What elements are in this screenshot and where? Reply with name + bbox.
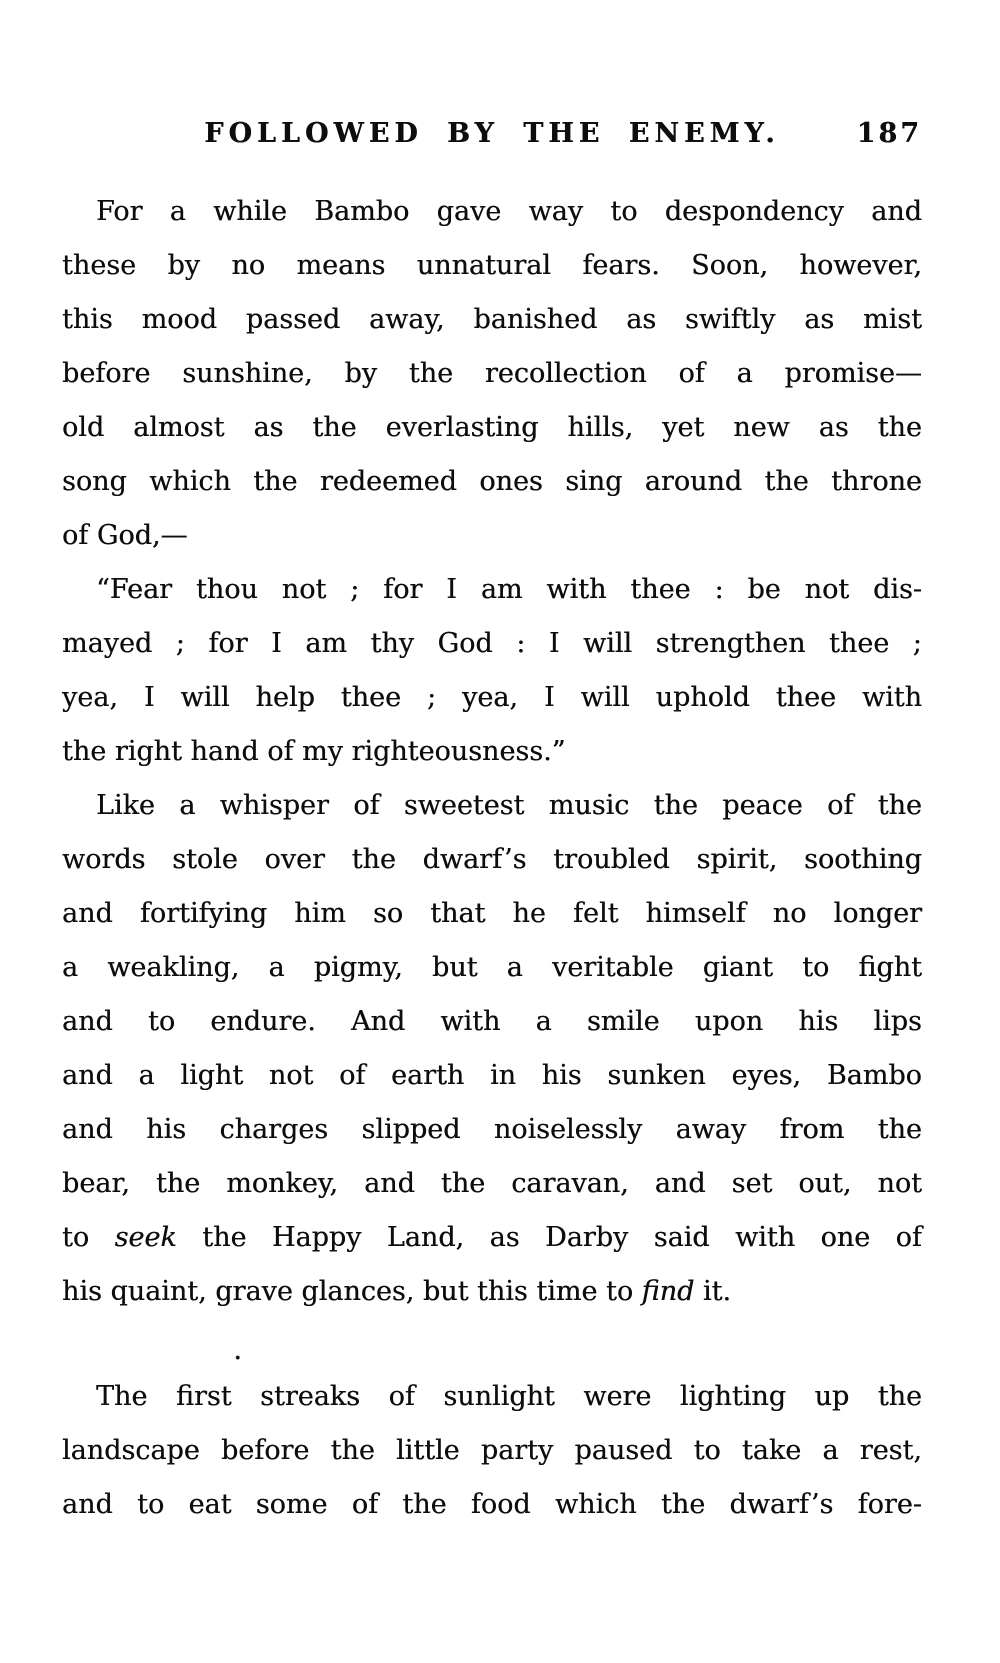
word: a [179,790,196,821]
running-head-title: FOLLOWED BY THE ENEMY. [204,118,780,149]
page-body [62,185,922,1532]
word: thy [370,628,415,659]
word: will [180,682,230,713]
word: mist [862,304,922,335]
word: and [62,1489,113,1520]
word: dwarf’s [729,1489,834,1520]
word: : [516,628,526,659]
word: passed [245,304,341,335]
word: dwarf’s [422,844,527,875]
word: veritable [551,952,674,983]
word: the [877,790,922,821]
word: And [351,1006,406,1037]
word: him [294,898,346,929]
word: fears. [582,250,660,281]
word: throne [831,466,922,497]
word: I [143,682,155,713]
word: the [253,466,298,497]
word: mood [141,304,217,335]
word: the [408,358,454,389]
word: bear, [62,1168,130,1199]
word: song [62,466,127,497]
text-line [62,1478,922,1532]
word: a [822,1435,839,1466]
word: some [255,1489,328,1520]
word: yea, [62,682,118,713]
word: longer [833,898,922,929]
word: The [96,1381,148,1412]
word: dis- [873,574,922,605]
word: spirit, [696,844,778,875]
word: ; [175,628,185,659]
word: noiselessly [493,1114,643,1145]
word: of [353,790,380,821]
text-line [62,1157,922,1211]
word: food [470,1489,531,1520]
word: and [364,1168,415,1199]
word: a [506,952,523,983]
word: were [583,1381,652,1412]
word: Happy [271,1222,362,1253]
word: old [62,412,105,443]
word: thou [195,574,258,605]
word: thee [340,682,401,713]
word: I [548,628,560,659]
text-line [62,401,922,455]
word: endure. [210,1006,316,1037]
word: way [528,196,584,227]
word: which [554,1489,637,1520]
word: first [175,1381,232,1412]
word: am [305,628,347,659]
text-line [62,1370,922,1424]
word: weakling, [107,952,240,983]
word: sunlight [443,1381,555,1412]
word: to [802,952,830,983]
word: caravan, [511,1168,629,1199]
text-line [62,293,922,347]
word: and [62,1060,113,1091]
word: eyes, [731,1060,802,1091]
word: the [653,790,698,821]
word: and [871,196,922,227]
word: a [169,196,186,227]
word: this [62,304,113,335]
text-line [62,671,922,725]
text-segment: his quaint, grave glances, but this time to [62,1276,642,1307]
word: with [546,574,607,605]
word: the [351,844,396,875]
text-line [62,1265,922,1319]
word: ; [912,628,922,659]
text-line [62,1424,922,1478]
text-segment: it. [694,1276,731,1307]
word: hills, [567,412,634,443]
word: redeemed [319,466,457,497]
word: the [402,1489,447,1520]
text-line [62,617,922,671]
word: stole [172,844,238,875]
word: to [62,1222,90,1253]
word: Bambo [314,196,410,227]
word: paused [574,1435,673,1466]
text-line [62,563,922,617]
word: of [895,1222,922,1253]
word: banished [473,304,598,335]
word: by [344,358,378,389]
word: of [351,1489,379,1520]
word: despondency [664,196,844,227]
word: means [296,250,386,281]
word: not [268,1060,314,1091]
word: little [396,1435,460,1466]
word: Darby [545,1222,629,1253]
word: to [693,1435,721,1466]
word: felt [572,898,619,929]
text-line [62,239,922,293]
word: not [281,574,327,605]
word: peace [722,790,803,821]
word: Bambo [826,1060,922,1091]
page-number: 187 [856,118,922,149]
word: as [818,412,849,443]
word: I [543,682,555,713]
word: thee [630,574,691,605]
word: giant [702,952,773,983]
word: a [535,1006,552,1037]
word: a [736,358,753,389]
word: thee [829,628,890,659]
word: be [747,574,781,605]
word: that [430,898,486,929]
word: rest, [859,1435,922,1466]
paragraph [62,185,922,563]
paragraph [62,1370,922,1532]
word: his [146,1114,187,1145]
word: his [541,1060,582,1091]
word: uphold [655,682,750,713]
word: and [62,898,113,929]
word: the [877,1114,922,1145]
word: set [731,1168,773,1199]
word: help [255,682,315,713]
word: the [660,1489,706,1520]
word: however, [799,250,922,281]
word: recollection [484,358,647,389]
word: lighting [679,1381,786,1412]
word: light [180,1060,244,1091]
word: a [268,952,285,983]
word: will [583,628,633,659]
word: troubled [553,844,670,875]
word: not [877,1168,922,1199]
word: yea, [462,682,518,713]
word: sing [565,466,623,497]
word: For [96,196,143,227]
word: these [62,250,137,281]
text-line [62,779,922,833]
word: ones [479,466,543,497]
word: for [383,574,423,605]
word: almost [133,412,225,443]
text-line [62,509,922,563]
italic-word: seek [114,1222,177,1253]
paragraph [62,563,922,779]
word: unnatural [416,250,551,281]
word: streaks [260,1381,361,1412]
text-line [62,347,922,401]
word: so [372,898,404,929]
word: and [62,1114,113,1145]
word: mayed [62,628,153,659]
word: sunshine, [182,358,313,389]
text-line [62,995,922,1049]
word: before [220,1435,310,1466]
word: lips [873,1006,922,1037]
word: in [489,1060,517,1091]
word: the [877,412,922,443]
word: the [440,1168,486,1199]
word: fore- [857,1489,922,1520]
word: with [735,1222,796,1253]
word: his [798,1006,839,1037]
word: charges [219,1114,329,1145]
word: new [733,412,790,443]
word: swiftly [685,304,776,335]
word: the [202,1222,247,1253]
word: fortifying [139,898,268,929]
word: the [877,1381,922,1412]
word: Land, [386,1222,465,1253]
paragraph [62,779,922,1319]
text-line [62,833,922,887]
word: music [548,790,630,821]
word: and [62,1006,113,1037]
word: he [512,898,546,929]
word: for [208,628,248,659]
word: smile [586,1006,660,1037]
section-break-dot: · [233,1341,243,1376]
word: with [861,682,922,713]
word: the [330,1435,375,1466]
text-line [62,1211,922,1265]
text-line [62,725,922,779]
word: “Fear [96,574,173,605]
word: of [339,1060,366,1091]
text-line [62,887,922,941]
word: of [678,358,705,389]
word: strengthen [655,628,806,659]
word: while [213,196,287,227]
word: God [437,628,493,659]
text-segment: of God,— [62,520,188,551]
word: from [779,1114,845,1145]
word: take [741,1435,802,1466]
text-line [62,455,922,509]
word: over [264,844,325,875]
word: earth [391,1060,465,1091]
word: fight [858,952,922,983]
word: up [814,1381,850,1412]
text-line [62,1049,922,1103]
word: words [62,844,146,875]
text-line [62,941,922,995]
word: to [610,196,638,227]
word: am [480,574,523,605]
word: ; [350,574,360,605]
word: of [388,1381,415,1412]
word: whisper [219,790,329,821]
word: which [149,466,231,497]
word: Soon, [691,250,769,281]
word: will [580,682,630,713]
text-line [62,185,922,239]
word: said [653,1222,710,1253]
word: gave [436,196,502,227]
word: himself [645,898,746,929]
word: I [271,628,282,659]
word: Like [96,790,155,821]
italic-word: find [641,1276,695,1307]
word: by [167,250,200,281]
word: pigmy, [313,952,403,983]
page-header [62,112,922,156]
word: soothing [804,844,922,875]
word: upon [694,1006,764,1037]
word: : [714,574,724,605]
word: one [820,1222,871,1253]
word: as [253,412,284,443]
word: landscape [62,1435,200,1466]
word: a [62,952,79,983]
word: the [155,1168,201,1199]
text-line [62,1103,922,1157]
word: sunken [607,1060,706,1091]
word: I [446,574,457,605]
word: to [147,1006,176,1037]
word: of [827,790,854,821]
word: slipped [361,1114,461,1145]
word: as [626,304,657,335]
word: promise— [784,358,922,389]
word: sweetest [403,790,525,821]
word: the [764,466,809,497]
word: yet [662,412,705,443]
word: as [804,304,835,335]
word: with [440,1006,501,1037]
word: away, [369,304,445,335]
text-segment: the right hand of my righteousness.” [62,736,566,767]
word: before [62,358,151,389]
word: a [138,1060,155,1091]
word: no [231,250,266,281]
word: everlasting [385,412,539,443]
word: away [675,1114,747,1145]
word: the [312,412,357,443]
word: no [772,898,807,929]
word: eat [188,1489,232,1520]
word: and [654,1168,706,1199]
word: ; [426,682,437,713]
word: party [480,1435,554,1466]
word: thee [775,682,836,713]
word: not [804,574,850,605]
word: but [431,952,478,983]
word: to [137,1489,165,1520]
word: around [644,466,743,497]
word: monkey, [226,1168,339,1199]
word: as [489,1222,520,1253]
word: out, [798,1168,852,1199]
